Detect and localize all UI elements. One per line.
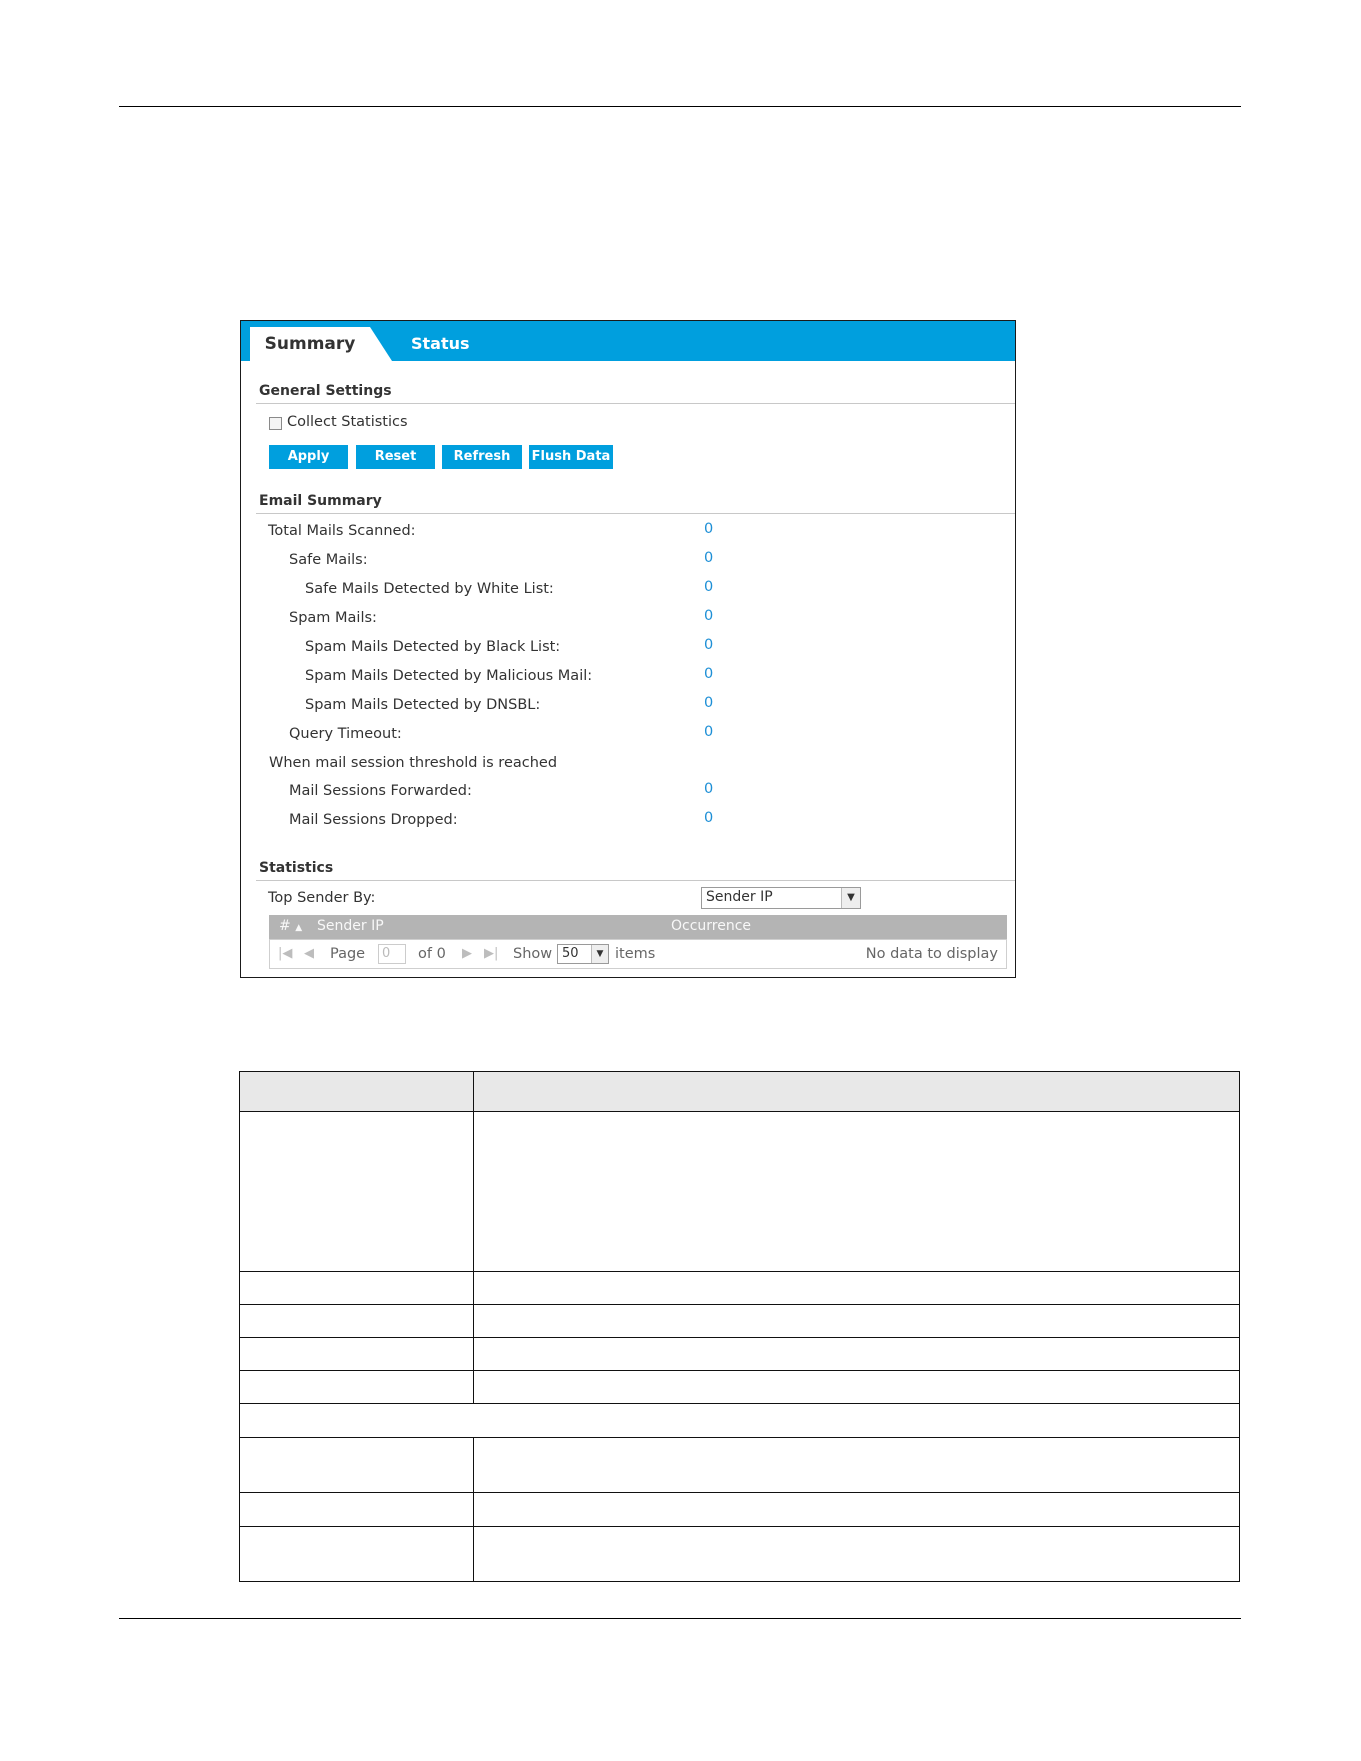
spam-mails-black-list-label: Spam Mails Detected by Black List: — [305, 639, 561, 655]
table-cell — [474, 1112, 1240, 1272]
safe-mails-white-list-value: 0 — [704, 579, 714, 595]
table-row — [240, 1371, 1240, 1404]
page-footer-rule — [119, 1618, 1241, 1619]
mail-sessions-forwarded-label: Mail Sessions Forwarded: — [289, 783, 472, 799]
email-security-summary-panel — [240, 320, 1016, 978]
mail-sessions-dropped-label: Mail Sessions Dropped: — [289, 812, 458, 828]
page-size-value: 50 — [562, 946, 579, 961]
column-number-header[interactable] — [279, 918, 302, 934]
threshold-heading: When mail session threshold is reached — [269, 755, 558, 771]
page-count-label: of 0 — [418, 946, 446, 962]
tab-status[interactable]: Status — [411, 334, 470, 353]
table-cell — [474, 1272, 1240, 1305]
table-cell — [474, 1438, 1240, 1493]
show-label: Show — [513, 946, 553, 962]
previous-page-icon[interactable]: ◀ — [304, 946, 314, 961]
section-divider — [256, 403, 1015, 404]
table-row — [240, 1305, 1240, 1338]
safe-mails-value: 0 — [704, 550, 714, 566]
table-row — [240, 1112, 1240, 1272]
first-page-icon[interactable]: |◀ — [278, 946, 293, 961]
table-cell — [240, 1338, 474, 1371]
reset-button[interactable]: Reset — [356, 445, 435, 469]
table-cell — [240, 1493, 474, 1527]
section-divider — [256, 880, 1015, 881]
table-header-row — [240, 1072, 1240, 1112]
page-size-select[interactable] — [557, 944, 609, 964]
empty-grid-message: No data to display — [865, 946, 998, 962]
top-sender-by-label: Top Sender By: — [268, 890, 376, 906]
spam-mails-dnsbl-label: Spam Mails Detected by DNSBL: — [305, 697, 541, 713]
mail-sessions-forwarded-value: 0 — [704, 781, 714, 797]
apply-button[interactable]: Apply — [269, 445, 348, 469]
collect-statistics-checkbox[interactable] — [269, 417, 282, 430]
table-row — [240, 1338, 1240, 1371]
table-row — [240, 1527, 1240, 1582]
table-header-cell — [240, 1072, 474, 1112]
chevron-down-icon[interactable]: ▼ — [591, 945, 608, 963]
table-header-cell — [474, 1072, 1240, 1112]
tab-summary-edge — [370, 327, 392, 361]
safe-mails-label: Safe Mails: — [289, 552, 368, 568]
page-header-rule — [119, 106, 1241, 107]
spam-mails-malicious-label: Spam Mails Detected by Malicious Mail: — [305, 668, 593, 684]
table-cell — [240, 1112, 474, 1272]
table-cell — [240, 1272, 474, 1305]
column-number-label: # — [279, 918, 291, 934]
tab-bar — [241, 321, 1015, 361]
table-cell — [240, 1404, 1240, 1438]
page-label: Page — [330, 946, 366, 962]
column-occurrence-header[interactable]: Occurrence — [671, 918, 752, 934]
field-description-table — [239, 1071, 1240, 1582]
section-divider — [256, 513, 1015, 514]
table-row — [240, 1438, 1240, 1493]
spam-mails-dnsbl-value: 0 — [704, 695, 714, 711]
last-page-icon[interactable]: ▶| — [484, 946, 499, 961]
spam-mails-malicious-value: 0 — [704, 666, 714, 682]
mail-sessions-dropped-value: 0 — [704, 810, 714, 826]
table-cell — [474, 1493, 1240, 1527]
general-settings-title: General Settings — [259, 383, 392, 399]
total-mails-scanned-value: 0 — [704, 521, 714, 537]
collect-statistics-label: Collect Statistics — [287, 414, 408, 430]
statistics-title: Statistics — [259, 860, 334, 876]
table-cell — [240, 1527, 474, 1582]
refresh-button[interactable]: Refresh — [442, 445, 522, 469]
spam-mails-label: Spam Mails: — [289, 610, 377, 626]
spam-mails-black-list-value: 0 — [704, 637, 714, 653]
table-cell — [240, 1305, 474, 1338]
email-summary-title: Email Summary — [259, 493, 382, 509]
query-timeout-label: Query Timeout: — [289, 726, 402, 742]
table-row — [240, 1493, 1240, 1527]
top-sender-grid-header — [269, 915, 1007, 939]
next-page-icon[interactable]: ▶ — [462, 946, 472, 961]
query-timeout-value: 0 — [704, 724, 714, 740]
tab-summary[interactable]: Summary — [250, 327, 370, 361]
column-sender-ip-header[interactable]: Sender IP — [317, 918, 384, 934]
table-cell — [474, 1371, 1240, 1404]
table-cell — [474, 1338, 1240, 1371]
total-mails-scanned-label: Total Mails Scanned: — [268, 523, 416, 539]
grid-pager — [269, 939, 1007, 969]
table-row — [240, 1272, 1240, 1305]
table-cell — [240, 1438, 474, 1493]
table-section-row — [240, 1404, 1240, 1438]
flush-data-button[interactable]: Flush Data — [529, 445, 613, 469]
table-cell — [240, 1371, 474, 1404]
items-label: items — [615, 946, 656, 962]
table-cell — [474, 1527, 1240, 1582]
sort-ascending-icon: ▲ — [295, 923, 303, 933]
chevron-down-icon[interactable]: ▼ — [841, 888, 860, 908]
safe-mails-white-list-label: Safe Mails Detected by White List: — [305, 581, 554, 597]
spam-mails-value: 0 — [704, 608, 714, 624]
page-number-input[interactable]: 0 — [378, 944, 406, 964]
top-sender-by-select[interactable] — [701, 887, 861, 909]
table-cell — [474, 1305, 1240, 1338]
top-sender-by-value: Sender IP — [706, 889, 773, 905]
